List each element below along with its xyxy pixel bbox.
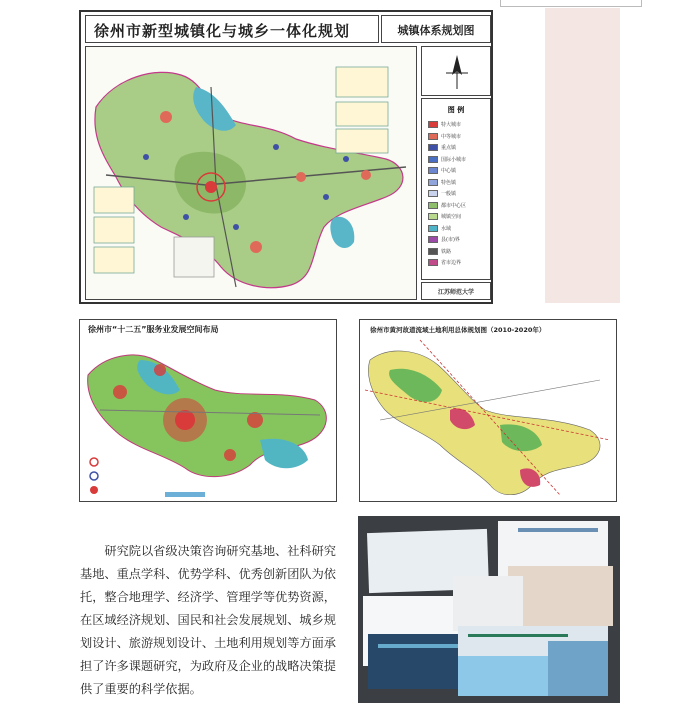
map-drawing-area bbox=[85, 46, 417, 300]
map-subtitle-box bbox=[381, 15, 491, 43]
map-title: 徐州市新型城镇化与城乡一体化规划 bbox=[94, 22, 351, 40]
legend-item bbox=[428, 179, 456, 186]
legend-swatch bbox=[428, 121, 438, 128]
legend-item bbox=[428, 259, 461, 266]
legend-label: 中等城市 bbox=[441, 133, 462, 140]
legend-label: 中心镇 bbox=[441, 168, 457, 174]
legend-item bbox=[428, 133, 461, 140]
legend-label: 县(市)界 bbox=[441, 237, 460, 243]
top-border-line bbox=[500, 0, 642, 7]
region-map-graphic bbox=[86, 47, 417, 300]
legend-item bbox=[428, 167, 456, 174]
legend-box bbox=[421, 98, 491, 280]
legend-item bbox=[428, 213, 461, 220]
legend-label: 铁路 bbox=[441, 248, 452, 255]
legend-item bbox=[428, 190, 456, 197]
legend-label: 水域 bbox=[441, 225, 452, 232]
legend-label: 重点镇 bbox=[441, 145, 457, 151]
legend-swatch bbox=[428, 190, 438, 197]
legend-item bbox=[428, 144, 456, 151]
legend-swatch bbox=[428, 167, 438, 174]
legend-swatch bbox=[428, 133, 438, 140]
map-subtitle: 城镇体系规划图 bbox=[397, 24, 475, 37]
legend-swatch bbox=[428, 202, 438, 209]
service-map-graphic bbox=[80, 320, 337, 502]
legend-item bbox=[428, 225, 451, 232]
legend-swatch bbox=[428, 144, 438, 151]
org-name: 江苏师范大学 bbox=[437, 289, 474, 296]
legend-label: 城镇空间 bbox=[441, 214, 462, 220]
legend-label: 省市边界 bbox=[441, 260, 462, 266]
land-use-map-graphic bbox=[360, 320, 617, 502]
legend-item bbox=[428, 248, 451, 255]
reports-photo-graphic bbox=[358, 516, 620, 703]
legend-swatch bbox=[428, 248, 438, 255]
legend-label: 都市中心区 bbox=[441, 202, 467, 209]
legend-swatch bbox=[428, 179, 438, 186]
legend-item bbox=[428, 202, 466, 209]
legend-swatch bbox=[428, 156, 438, 163]
map3-title: 徐州市黄河故道流域土地利用总体规划图（2010-2020年） bbox=[370, 326, 546, 334]
legend-swatch bbox=[428, 236, 438, 243]
compass-box bbox=[421, 46, 491, 96]
map-title-box bbox=[85, 15, 379, 43]
reports-photo bbox=[358, 516, 620, 703]
map2-title: 徐州市“十二五”服务业发展空间布局 bbox=[88, 325, 219, 334]
legend-label: 国际小城市 bbox=[441, 156, 467, 163]
legend-swatch bbox=[428, 213, 438, 220]
legend-label: 一般镇 bbox=[441, 191, 457, 197]
legend-label: 特色镇 bbox=[441, 179, 457, 186]
urban-system-map bbox=[79, 10, 493, 304]
org-box bbox=[421, 282, 491, 300]
legend-swatch bbox=[428, 259, 438, 266]
description-paragraph: 研究院以省级决策咨询研究基地、社科研究基地、重点学科、优势学科、优秀创新团队为依托，整合地理学、经济学、管理学等优势资源，在区域经济规划、国民和社会发展规划、城乡规划设计、旅游规划设计、土地利用规划等方面承担了许多课题研究，为政府及企业的战略决策提供了重要的科学依据。 bbox=[80, 544, 336, 696]
legend-item bbox=[428, 121, 461, 128]
service-industry-map bbox=[79, 319, 337, 502]
decorative-strip bbox=[545, 8, 620, 303]
legend-swatch bbox=[428, 225, 438, 232]
legend-label: 特大城市 bbox=[441, 122, 462, 128]
legend-item bbox=[428, 156, 466, 163]
legend-title: 图 例 bbox=[447, 106, 465, 114]
north-arrow-icon bbox=[422, 47, 492, 97]
land-use-map bbox=[359, 319, 617, 502]
legend-item bbox=[428, 236, 460, 243]
